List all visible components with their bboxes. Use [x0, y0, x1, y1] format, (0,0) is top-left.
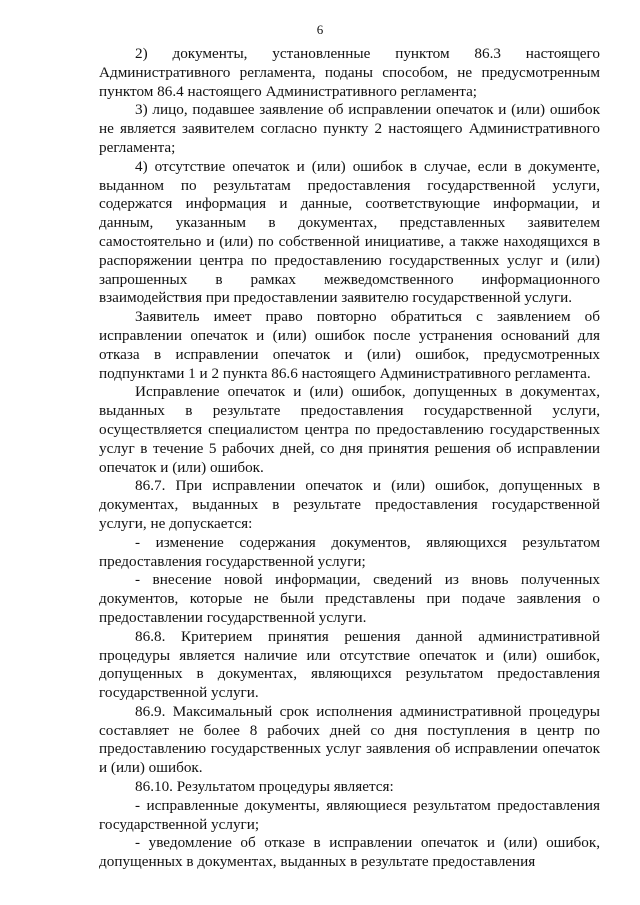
paragraph-item-4: 4) отсутствие опечаток и (или) ошибок в случае, если в документе, выданном по результатам предоставления государственной услуги, содержатся информация и данные, соответствующие информации, и данным, указанным в документах, представленных заявителем самостоятельно и (или) по собственной инициативе, а также находящихся в распоряжении центра по предоставлению государственных услуг и (или) запрошенных в рамках межведомственного информационного взаимодействия при предоставлении заявителю государственной услуги. — [99, 157, 600, 307]
list-item-corrected-documents: - исправленные документы, являющиеся результатом предоставления государственной услуги; — [99, 796, 600, 833]
page-number: 6 — [316, 22, 324, 37]
paragraph-item-2: 2) документы, установленные пунктом 86.3 настоящего Административного регламента, поданы способом, не предусмотренным пунктом 86.4 настоящего Административного регламента; — [99, 45, 600, 100]
paragraph-86-7: 86.7. При исправлении опечаток и (или) ошибок, допущенных в документах, выданных в результате предоставления государственной услуги, не допускается: — [99, 477, 600, 532]
paragraph-repeat-application: Заявитель имеет право повторно обратиться с заявлением об исправлении опечаток и (или) ошибок после устранения оснований для отказа в исправлении опечаток и (или) ошибок, предусмотренных подпунктами 1 и 2 пункта 86.6 настоящего Административного регламента. — [99, 308, 600, 382]
paragraph-86-10: 86.10. Результатом процедуры является: — [135, 778, 394, 796]
paragraph-correction-term: Исправление опечаток и (или) ошибок, допущенных в документах, выданных в результате предоставления государственной услуги, осуществляется специалистом центра по предоставлению государственных услуг в течение 5 рабочих дней, со дня принятия решения об исправлении опечаток и (или) ошибок. — [99, 383, 600, 476]
list-item-refusal-notice: - уведомление об отказе в исправлении опечаток и (или) ошибок, допущенных в документах, выданных в результате предоставления — [99, 834, 600, 871]
paragraph-item-3: 3) лицо, подавшее заявление об исправлении опечаток и (или) ошибок не является заявителем согласно пункту 2 настоящего Административного регламента; — [99, 101, 600, 156]
document-body — [99, 45, 600, 872]
paragraph-86-9: 86.9. Максимальный срок исполнения административной процедуры составляет не более 8 рабочих дней со дня поступления в центр по предоставлению государственных услуг заявления об исправлении опечаток и (или) ошибок. — [99, 702, 600, 777]
paragraph-86-8: 86.8. Критерием принятия решения данной административной процедуры является наличие или отсутствие опечаток и (или) ошибок, допущенных в документах, являющихся результатом предоставления государственной услуги. — [99, 627, 600, 702]
list-item-new-information: - внесение новой информации, сведений из вновь полученных документов, которые не были представлены при подаче заявления о предоставлении государственной услуги. — [99, 571, 600, 626]
list-item-content-change: - изменение содержания документов, являющихся результатом предоставления государственной услуги; — [99, 533, 600, 570]
